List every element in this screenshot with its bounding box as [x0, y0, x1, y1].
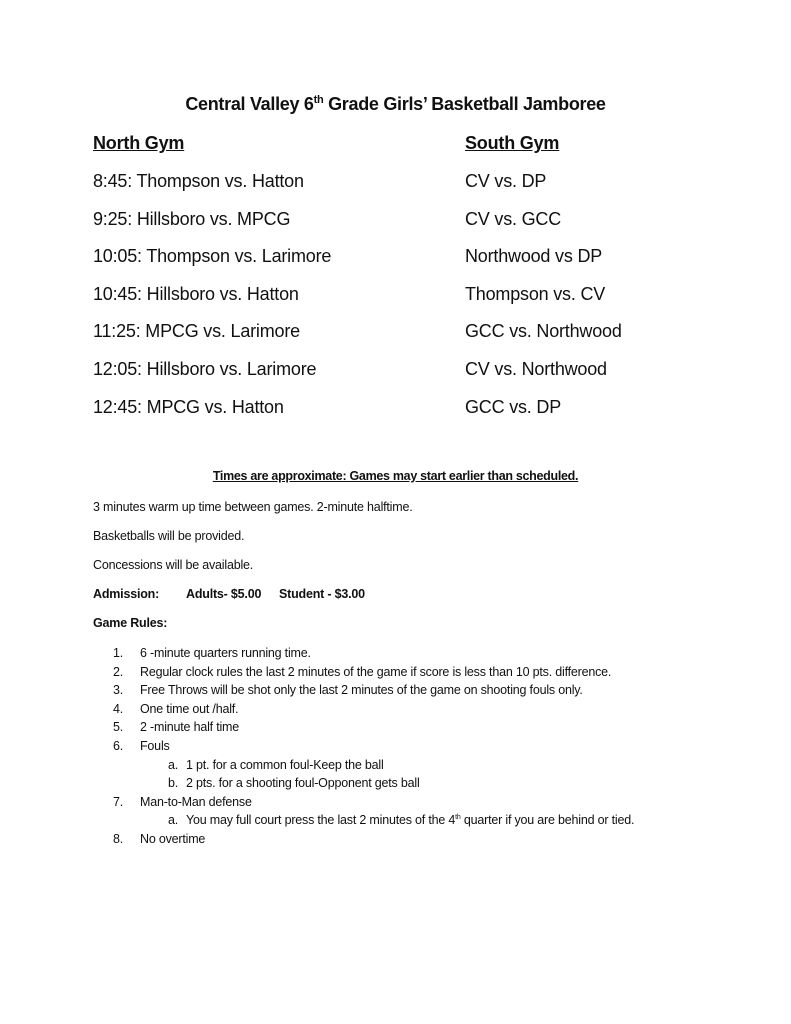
rule-text-part: 2 pts. for a shooting foul-Opponent gets ball — [186, 776, 420, 791]
rule-marker: 7. — [113, 794, 124, 809]
south-game-row: Northwood vs DP — [465, 246, 603, 267]
title-text-rest: Grade Girls’ Basketball Jamboree — [323, 94, 606, 114]
info-paragraph: Basketballs will be provided. — [93, 529, 245, 543]
north-game-row: 12:05: Hillsboro vs. Larimore — [93, 359, 317, 379]
rule-marker: a. — [168, 757, 179, 772]
admission-adults: Adults- $5.00 — [186, 587, 262, 601]
rule-text-part: You may full court press the last 2 minutes of the 4 — [186, 813, 456, 828]
rule-text-part: One time out /half. — [140, 701, 239, 716]
rule-text — [140, 665, 611, 679]
rule-marker: 2. — [113, 664, 124, 679]
rule-marker: 3. — [113, 683, 124, 698]
rule-text-part: Man-to-Man defense — [140, 794, 252, 809]
admission-label: Admission: — [93, 587, 160, 601]
info-paragraph: 3 minutes warm up time between games. 2-minute halftime. — [93, 500, 413, 514]
south-game-row: CV vs. Northwood — [465, 359, 607, 379]
rule-marker: 1. — [113, 646, 124, 660]
rule-superscript: th — [455, 814, 461, 822]
title-text: Central Valley 6 — [185, 94, 314, 114]
rule-text-part: 6 -minute quarters running time. — [140, 646, 311, 660]
rule-marker: 4. — [113, 701, 124, 716]
north-game-row: 12:45: MPCG vs. Hatton — [93, 396, 284, 417]
north-game-row: 10:05: Thompson vs. Larimore — [93, 246, 332, 267]
admission-line — [93, 587, 365, 601]
rule-text-part: No overtime — [140, 832, 206, 846]
rule-text-part: 2 -minute half time — [140, 720, 240, 735]
times-notice: Times are approximate: Games may start earlier than scheduled. — [212, 469, 579, 483]
rule-text — [140, 646, 311, 660]
rule-text-part: Free Throws will be shot only the last 2 minutes of the game on shooting fouls only. — [140, 683, 583, 698]
rule-text-part: 1 pt. for a common foul-Keep the ball — [186, 757, 384, 772]
north-gym-header: North Gym — [93, 133, 185, 153]
north-game-row: 11:25: MPCG vs. Larimore — [93, 321, 300, 342]
south-game-row: CV vs. GCC — [465, 208, 562, 229]
info-paragraph: Concessions will be available. — [93, 558, 254, 572]
south-game-row: GCC vs. DP — [465, 396, 562, 417]
south-game-row: GCC vs. Northwood — [465, 321, 622, 342]
rule-marker: a. — [168, 813, 179, 828]
south-game-row: CV vs. DP — [465, 171, 547, 191]
rule-text — [186, 776, 420, 790]
rule-marker: 6. — [113, 739, 124, 753]
rule-marker: 5. — [113, 720, 124, 735]
admission-student: Student - $3.00 — [279, 587, 365, 601]
document-title — [0, 94, 791, 115]
rules-heading: Game Rules: — [93, 616, 168, 630]
rule-text — [140, 683, 583, 697]
rule-text-part: Fouls — [140, 739, 170, 753]
rule-text-part: Regular clock rules the last 2 minutes of the game if score is less than 10 pts. difference. — [140, 664, 612, 679]
rule-text — [140, 739, 170, 753]
rule-text — [140, 832, 205, 846]
rule-text-part: quarter if you are behind or tied. — [460, 813, 635, 828]
rule-text — [140, 795, 252, 809]
rule-text — [186, 813, 634, 827]
title-superscript: th — [313, 94, 324, 106]
south-gym-header: South Gym — [465, 133, 560, 153]
rule-marker: 8. — [113, 832, 124, 846]
north-game-row: 10:45: Hillsboro vs. Hatton — [93, 283, 299, 304]
rule-text — [140, 720, 239, 734]
rule-text — [186, 758, 384, 772]
south-game-row: Thompson vs. CV — [465, 283, 606, 304]
north-game-row: 8:45: Thompson vs. Hatton — [93, 171, 304, 191]
rule-text — [140, 702, 238, 716]
north-game-row: 9:25: Hillsboro vs. MPCG — [93, 208, 291, 229]
rule-marker: b. — [168, 776, 179, 791]
